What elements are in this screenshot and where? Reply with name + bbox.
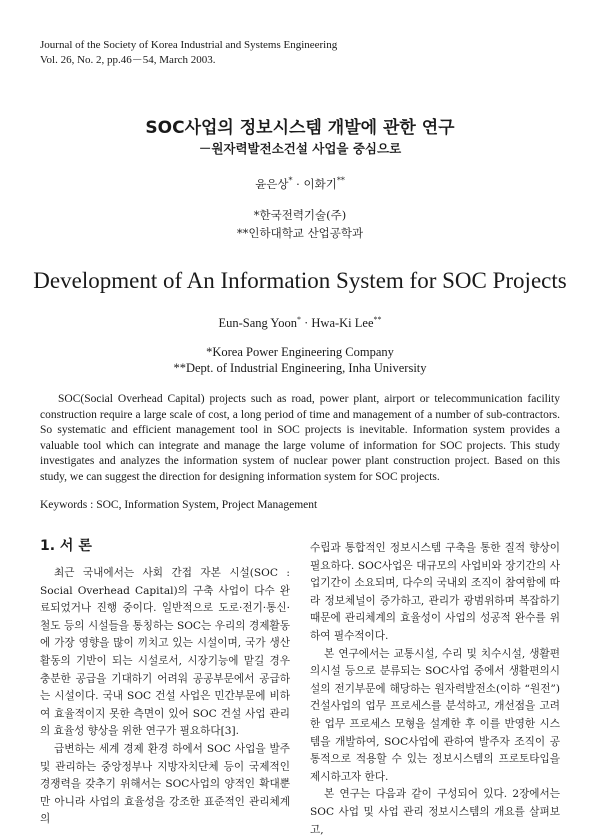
english-author-1-mark: *	[296, 314, 301, 324]
korean-title: SOC사업의 정보시스템 개발에 관한 연구	[145, 118, 455, 138]
paragraph: 급변하는 세계 경제 환경 하에서 SOC 사업을 발주 및 관리하는 중앙정부나 지방자치단체 등이 국제적인 경쟁력을 갖추기 위해서는 SOC사업의 양적인 확대뿐만 아니라 사업의 효율성을 강조한 표준적인 관리체계의	[40, 742, 290, 826]
english-affiliations	[0, 344, 600, 376]
english-author-separator: ·	[300, 316, 312, 330]
body-column-left	[40, 537, 290, 829]
korean-subtitle: －원자력발전소건설 사업을 중심으로	[198, 141, 402, 156]
author-separator: ·	[292, 177, 304, 191]
english-title: Development of An Information System for SOC Projects	[33, 268, 567, 293]
english-affiliation-2: **Dept. of Industrial Engineering, Inha University	[173, 361, 427, 375]
journal-header	[40, 38, 337, 68]
keywords: Keywords : SOC, Information System, Project Management	[40, 499, 318, 511]
paragraph: 본 연구는 다음과 같이 구성되어 있다. 2장에서는 SOC 사업 및 사업 관리 정보시스템의 개요를 살펴보고,	[310, 788, 560, 836]
korean-author-1: 윤은상	[255, 177, 289, 191]
korean-affiliation-2: **인하대학교 산업공학과	[236, 226, 364, 240]
english-affiliation-1: *Korea Power Engineering Company	[206, 345, 394, 359]
section-heading: 1. 서 론	[40, 538, 92, 554]
korean-affiliations	[0, 206, 600, 242]
korean-author-2-mark: **	[336, 176, 345, 186]
korean-author-2: 이화기	[303, 177, 337, 191]
english-author-1: Eun-Sang Yoon	[218, 316, 297, 330]
paragraph: 수립과 통합적인 정보시스템 구축을 통한 질적 향상이 필요하다. SOC사업은 대규모의 사업비와 장기간의 사업기간이 소요되며, 다수의 국내외 조직이 참여함에 따라 정보체널이 증가하고, 관리가 광범위하며 복잡하기 때문에 관리체계의 효율성이 사업의 성공적 완수를 위하여 필수적이다.	[310, 542, 560, 642]
english-author-2-mark: **	[373, 314, 382, 324]
journal-name: Journal of the Society of Korea Industrial and Systems Engineering	[40, 39, 338, 51]
korean-authors	[0, 176, 600, 192]
body-column-right	[310, 540, 560, 839]
abstract: SOC(Social Overhead Capital) projects such as road, power plant, airport or telecommunication facility construction require a large scale of cost, a long period of time and management of a number of sub-contractors. So systematic and efficient management tool in SOC projects is inevitable. Information system provides a valuable tool which can integrate and manage the large volume of information for SOC projects. This study investigates and analyzes the information system of nuclear power plant construction project. Based on this study, we can suggest the direction for designing information system for SOC projects.	[40, 393, 560, 483]
english-author-2: Hwa-Ki Lee	[311, 316, 374, 330]
korean-affiliation-1: *한국전력기술(주)	[253, 208, 347, 222]
paragraph: 최근 국내에서는 사회 간접 자본 시설(SOC : Social Overhead Capital)의 구축 사업이 다수 완료되었거나 진행 중이다. 일반적으로 도로·전기·통신·철도 등의 시설들을 통칭하는 SOC는 우리의 경제활동에 가장 영향을 많이 끼치고 있는 시설이며, 국가 생산 활동의 기반이 되는 시설로서, 시장기능에 맡길 경우 충분한 공급을 기대하기 어려워 공공부문에서 공급하는 시설이다. 국내 SOC 건설 사업은 민간부문에 비하여 효율적이지 못한 측면이 있어 SOC 건설 사업 관리의 효율성 향상을 위한 연구가 필요하다[3].	[40, 567, 290, 738]
korean-author-1-mark: *	[288, 176, 293, 186]
english-authors	[0, 316, 600, 331]
paragraph: 본 연구에서는 교통시설, 수리 및 치수시설, 생활편의시설 등으로 분류되는 SOC사업 중에서 생활편의시설의 전기부문에 해당하는 원자력발전소(이하 “원전”)건설사업의 업무 프로세스를 분석하고, 개선점을 고려한 업무 프로세스 모형을 설계한 후 이를 반영한 시스템을 개발하여, SOC사업에 관하여 발주자 조직이 공통적으로 적용할 수 있는 정보시스템의 프로토타입을 제시하고자 한다.	[310, 647, 560, 783]
journal-volume: Vol. 26, No. 2, pp.46－54, March 2003.	[40, 54, 216, 66]
